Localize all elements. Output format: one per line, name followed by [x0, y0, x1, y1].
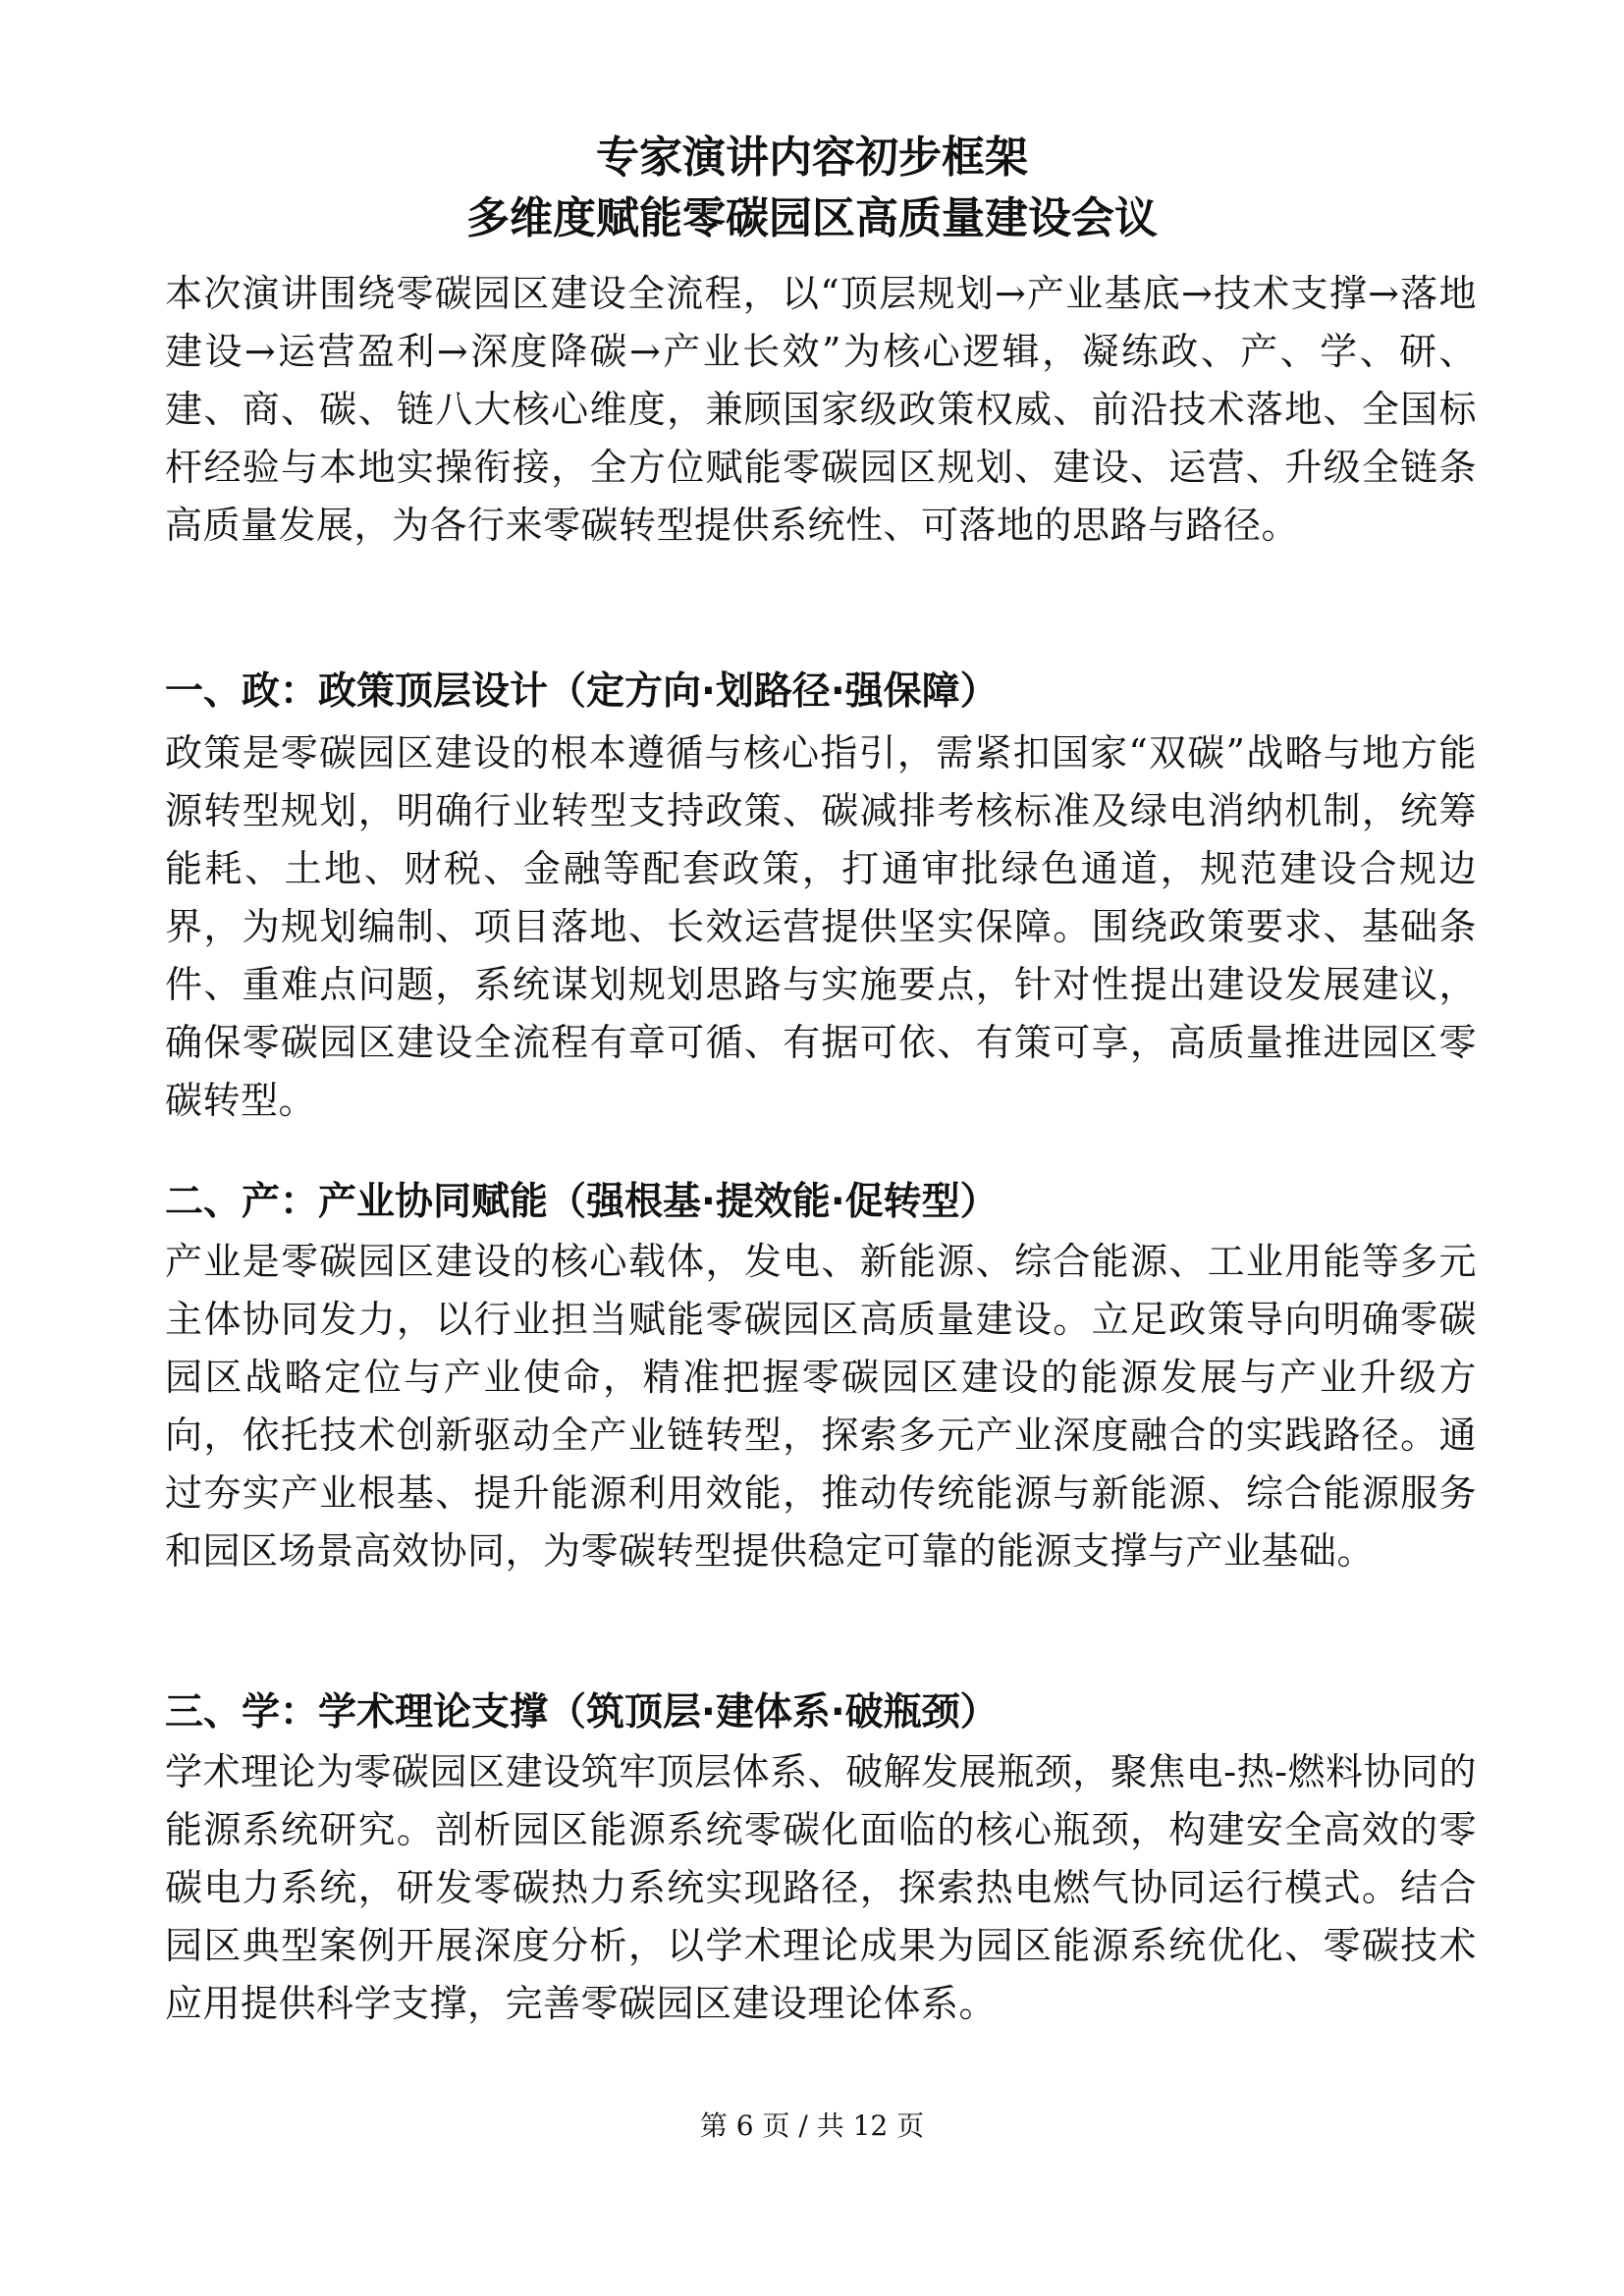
- section-heading-policy: 一、政：政策顶层设计（定方向·划路径·强保障）: [165, 669, 999, 714]
- section-body-policy: 政策是零碳园区建设的根本遵循与核心指引，需紧扣国家“双碳”战略与地方能源转型规划，明确行业转型支持政策、碳减排考核标准及绿电消纳机制，统筹能耗、土地、财税、金融等配套政策，打通审批绿色通道，规范建设合规边界，为规划编制、项目落地、长效运营提供坚实保障。围绕政策要求、基础条件、重难点问题，系统谋划规划思路与实施要点，针对性提出建设发展建议，确保零碳园区建设全流程有章可循、有据可依、有策可享，高质量推进园区零碳转型。: [165, 731, 1477, 1122]
- page-number: 第 6 页 / 共 12 页: [699, 2109, 925, 2142]
- section-body-industry: 产业是零碳园区建设的核心载体，发电、新能源、综合能源、工业用能等多元主体协同发力，以行业担当赋能零碳园区高质量建设。立足政策导向明确零碳园区战略定位与产业使命，精准把握零碳园区建设的能源发展与产业升级方向，依托技术创新驱动全产业链转型，探索多元产业深度融合的实践路径。通过夯实产业根基、提升能源利用效能，推动传统能源与新能源、综合能源服务和园区场景高效协同，为零碳转型提供稳定可靠的能源支撑与产业基础。: [165, 1240, 1477, 1573]
- document-title: 专家演讲内容初步框架: [596, 133, 1028, 183]
- section-heading-industry: 二、产：产业协同赋能（强根基·提效能·促转型）: [165, 1180, 999, 1224]
- section-heading-academic: 三、学：学术理论支撑（筑顶层·建体系·破瓶颈）: [165, 1690, 999, 1735]
- document-subtitle: 多维度赋能零碳园区高质量建设会议: [466, 193, 1158, 243]
- intro-paragraph: 本次演讲围绕零碳园区建设全流程，以“顶层规划→产业基底→技术支撑→落地建设→运营盈利→深度降碳→产业长效”为核心逻辑，凝练政、产、学、研、建、商、碳、链八大核心维度，兼顾国家级政策权威、前沿技术落地、全国标杆经验与本地实操衔接，全方位赋能零碳园区规划、建设、运营、升级全链条高质量发展，为各行来零碳转型提供系统性、可落地的思路与路径。: [165, 272, 1477, 547]
- section-body-academic: 学术理论为零碳园区建设筑牢顶层体系、破解发展瓶颈，聚焦电-热-燃料协同的能源系统研究。剖析园区能源系统零碳化面临的核心瓶颈，构建安全高效的零碳电力系统，研发零碳热力系统实现路径，探索热电燃气协同运行模式。结合园区典型案例开展深度分析，以学术理论成果为园区能源系统优化、零碳技术应用提供科学支撑，完善零碳园区建设理论体系。: [165, 1750, 1477, 2025]
